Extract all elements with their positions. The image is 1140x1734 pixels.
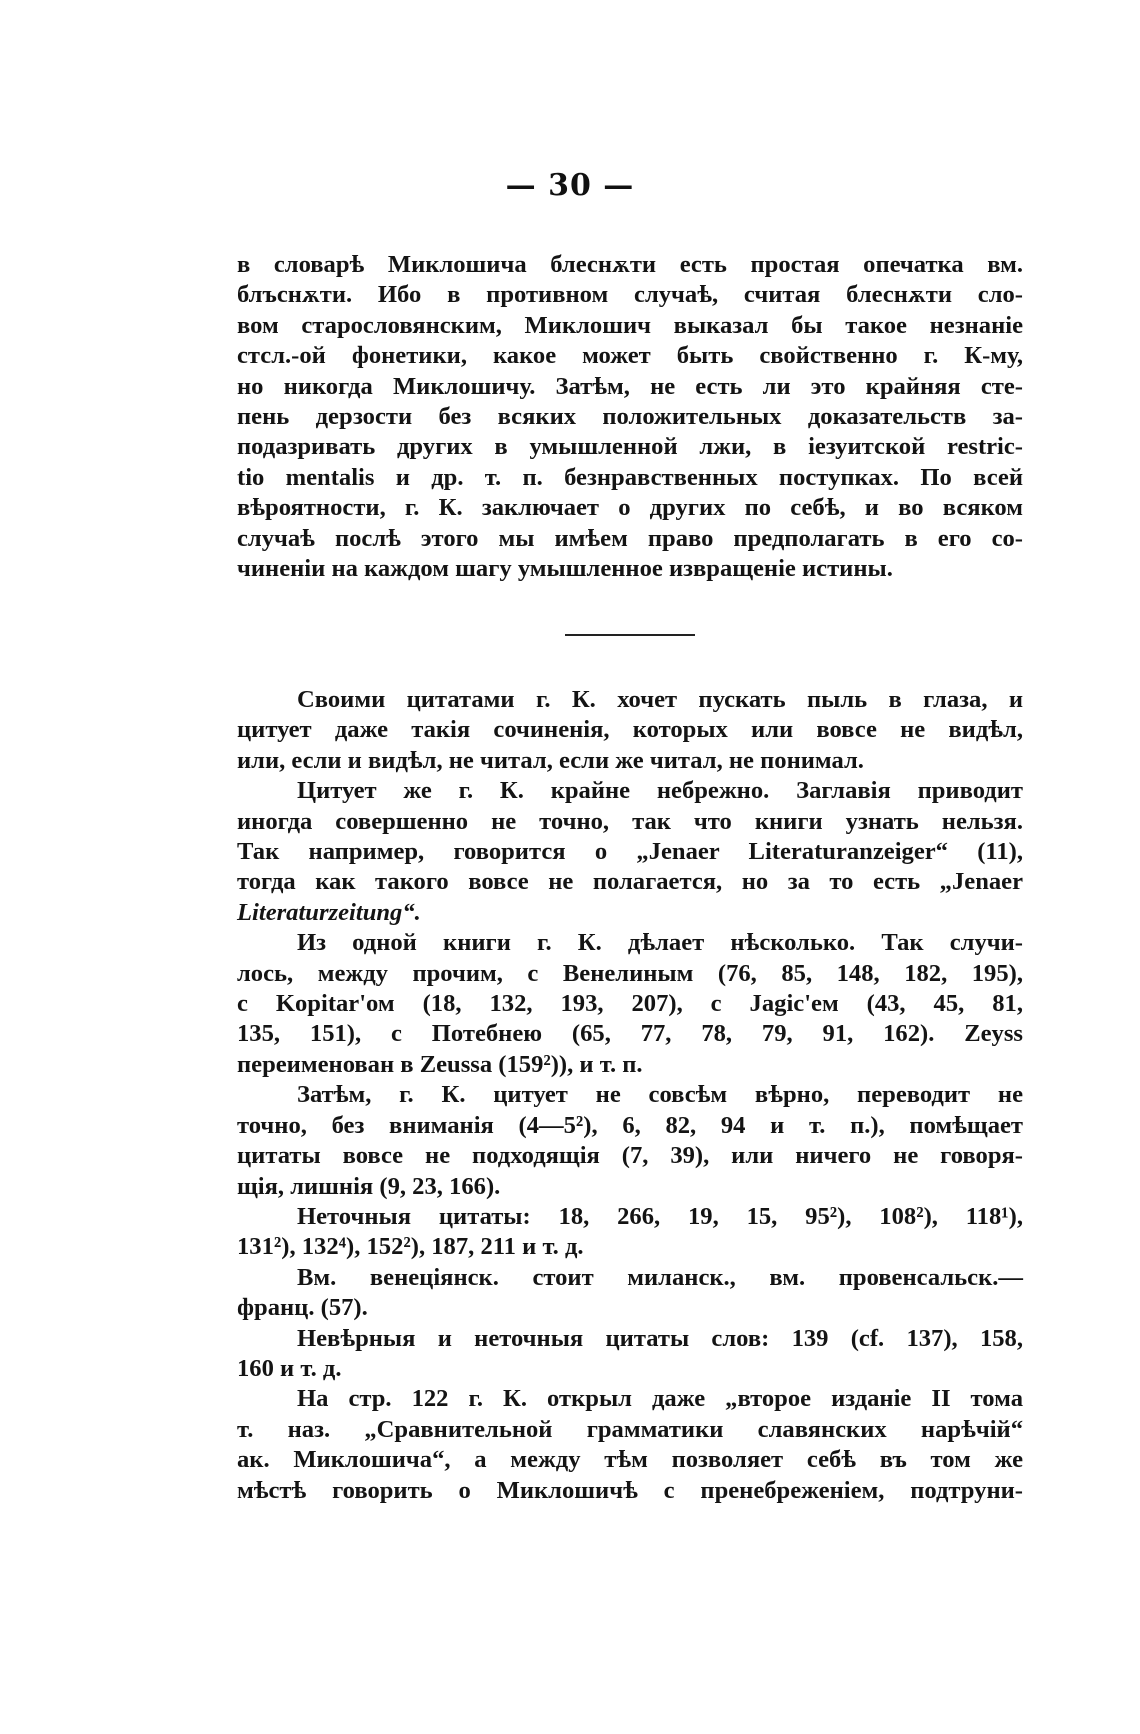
- text-line: точно, без вниманія (4—5²), 6, 82, 94 и т. п.), помѣщает: [237, 1111, 1023, 1139]
- text-line: Затѣм, г. К. цитует не совсѣм вѣрно, переводит не: [297, 1081, 1023, 1109]
- text-line: пень дерзости без всяких положительных доказательств за-: [237, 403, 1023, 431]
- text-line: случаѣ послѣ этого мы имѣем право предполагать в его со-: [237, 524, 1023, 552]
- section-divider: [565, 634, 695, 636]
- text-line: иногда совершенно не точно, так что книги узнать нельзя.: [237, 807, 1023, 835]
- text-line: 160 и т. д.: [237, 1354, 342, 1382]
- text-line: Literaturzeitung“.: [237, 898, 421, 926]
- text-line: Неточныя цитаты: 18, 266, 19, 15, 95²), 108²), 118¹),: [297, 1202, 1023, 1230]
- text-line: в словарѣ Миклошича блеснѫти есть простая опечатка вм.: [237, 251, 1023, 278]
- bottom-section: [237, 685, 1023, 1506]
- text-line: Цитует же г. К. крайне небрежно. Заглавія приводит: [297, 777, 1023, 805]
- text-line: подазривать других в умышленной лжи, в іезуитской restric-: [237, 433, 1023, 461]
- text-line: Вм. венеціянск. стоит миланск., вм. провенсальск.—: [297, 1263, 1023, 1291]
- text-line: ак. Миклошича“, а между тѣм позволяет себѣ въ том же: [237, 1446, 1023, 1474]
- text-line: но никогда Миклошичу. Затѣм, не есть ли это крайняя сте-: [237, 372, 1023, 400]
- text-line: вом старословянским, Миклошич выказал бы такое незнаніе: [237, 311, 1023, 339]
- text-line: стсл.-ой фонетики, какое может быть свойственно г. К-му,: [237, 342, 1023, 370]
- text-line: переименован в Zeussa (159²)), и т. п.: [237, 1050, 643, 1078]
- text-line: tio mentalis и др. т. п. безнравственных поступках. По всей: [237, 463, 1023, 491]
- text-line: вѣроятности, г. К. заключает о других по себѣ, и во всяком: [237, 494, 1023, 522]
- text-line: 131²), 132⁴), 152²), 187, 211 и т. д.: [237, 1233, 584, 1261]
- text-line: лось, между прочим, с Венелиным (76, 85, 148, 182, 195),: [237, 959, 1023, 987]
- text-line: Так например, говорится о „Jenaer Literaturanzeiger“ (11),: [237, 838, 1023, 866]
- text-line: щія, лишнія (9, 23, 166).: [237, 1172, 501, 1200]
- text-line: Из одной книги г. К. дѣлает нѣсколько. Так случи-: [297, 929, 1023, 957]
- text-line: чиненіи на каждом шагу умышленное извращеніе истины.: [237, 555, 893, 583]
- text-line: Своими цитатами г. К. хочет пускать пыль в глаза, и: [297, 686, 1023, 713]
- text-line: с Kopitar'ом (18, 132, 193, 207), с Jagic'ем (43, 45, 81,: [237, 990, 1023, 1018]
- text-line: т. наз. „Сравнительной грамматики славянских нарѣчій“: [237, 1415, 1023, 1443]
- text-line: блъснѫти. Ибо в противном случаѣ, считая блеснѫти сло-: [237, 281, 1023, 309]
- text-line: 135, 151), с Потебнею (65, 77, 78, 79, 91, 162). Zeyss: [237, 1020, 1023, 1048]
- text-line: или, если и видѣл, не читал, если же читал, не понимал.: [237, 746, 864, 774]
- text-line: мѣстѣ говорить о Миклошичѣ с пренебреженіем, подтруни-: [237, 1476, 1023, 1504]
- text-line: На стр. 122 г. К. открыл даже „второе изданіе II тома: [297, 1385, 1023, 1413]
- text-line: цитует даже такія сочиненія, которых или вовсе не видѣл,: [237, 716, 1023, 744]
- page-number: — 30 —: [505, 168, 635, 203]
- text-line: франц. (57).: [237, 1294, 368, 1322]
- text-line: Невѣрныя и неточныя цитаты слов: 139 (cf. 137), 158,: [297, 1324, 1023, 1352]
- text-line: тогда как такого вовсе не полагается, но за то есть „Jenaer: [237, 868, 1023, 896]
- top-paragraph: [237, 250, 1023, 584]
- text-line: цитаты вовсе не подходящія (7, 39), или ничего не говоря-: [237, 1142, 1023, 1170]
